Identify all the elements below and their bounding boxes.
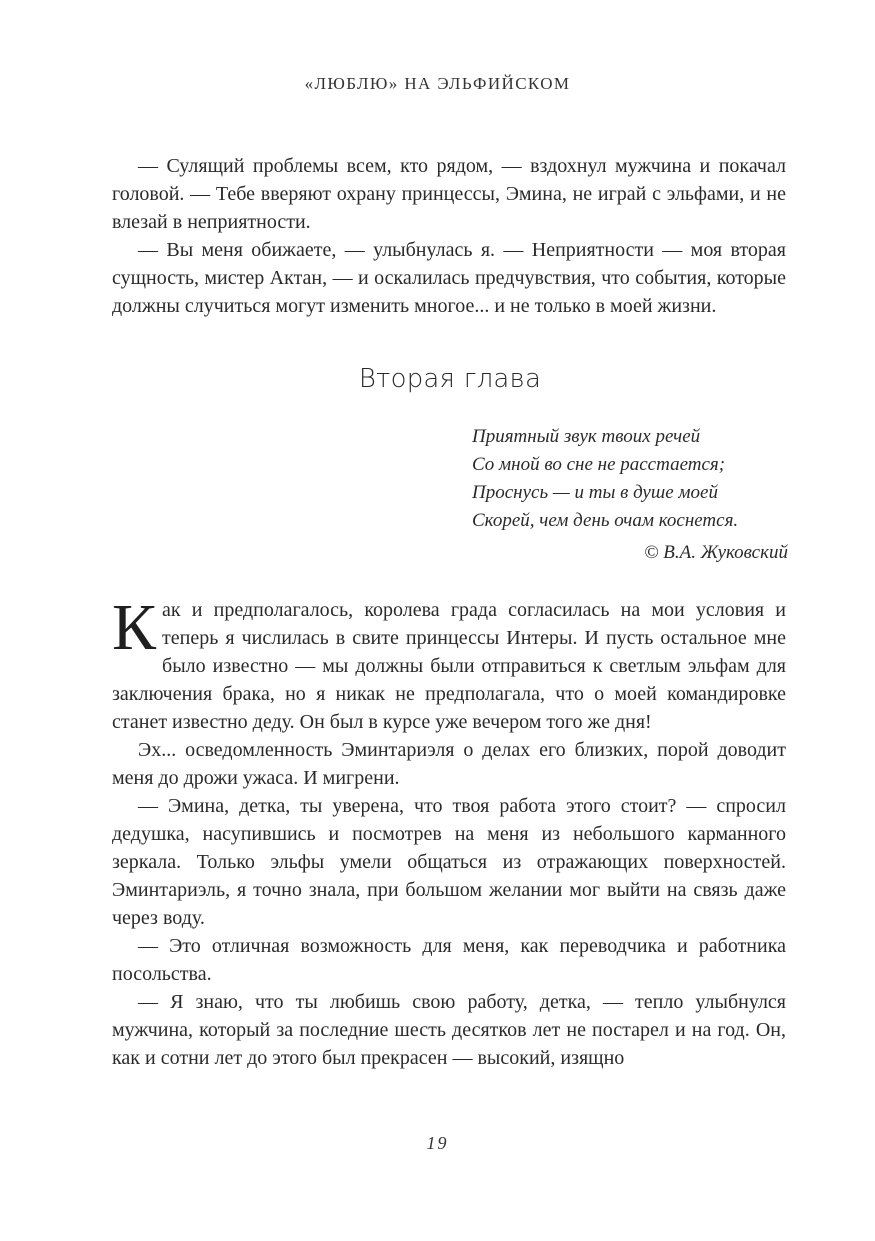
first-paragraph-text: ак и предполагалось, королева града согласилась на мои условия и теперь я числилась в свите принцессы Интеры. И пусть остальное мне было известно — мы должны были отправиться к светлым эльфам для заключения брака, но я никак не предполагала, что о моей командировке станет известно деду. Он был в курсе уже вечером того же дня! <box>112 599 786 733</box>
epigraph-line: Со мной во сне не расстается; <box>472 454 726 475</box>
paragraph: — Эмина, детка, ты уверена, что твоя работа этого стоит? — спросил дедушка, насупившись и посмотрев на меня из небольшого карманного зеркала. Только эльфы умели общаться из отражающих поверхностей. Эминтариэль, я точно знала, при большом желании мог выйти на связь даже через воду. <box>112 795 786 929</box>
text-section-2 <box>112 591 786 1072</box>
page-number: 19 <box>426 1133 449 1153</box>
running-head-title: «ЛЮБЛЮ» НА ЭЛЬФИЙСКОМ <box>304 74 571 93</box>
first-paragraph <box>112 591 786 736</box>
epigraph-line: Скорей, чем день очам коснется. <box>472 510 739 531</box>
drop-cap: К <box>112 591 157 664</box>
paragraph: — Сулящий проблемы всем, кто рядом, — вздохнул мужчина и покачал головой. — Тебе вверяют охрану принцессы, Эмина, не играй с эльфами, и не влезай в неприятности. <box>112 155 786 233</box>
chapter-title: Вторая глава <box>358 364 542 394</box>
epigraph-line: Проснусь — и ты в душе моей <box>472 482 718 503</box>
epigraph <box>472 423 788 567</box>
paragraph: — Это отличная возможность для меня, как переводчика и работника посольства. <box>112 935 786 985</box>
paragraph: — Вы меня обижаете, — улыбнулась я. — Неприятности — моя вторая сущность, мистер Актан, — и оскалилась предчувствия, что события, которые должны случиться могут изменить многое... и не только в моей жизни. <box>112 239 786 317</box>
epigraph-author: © В.А. Жуковский <box>644 542 788 563</box>
paragraph: — Я знаю, что ты любишь свою работу, детка, — тепло улыбнулся мужчина, который за последние шесть десятков лет не постарел и на год. Он, как и сотни лет до этого был прекрасен — высокий, изящно <box>112 991 786 1069</box>
text-section-1 <box>112 152 786 320</box>
paragraph: Эх... осведомленность Эминтариэля о делах его близких, порой доводит меня до дрожи ужаса. И мигрени. <box>112 739 786 789</box>
epigraph-line: Приятный звук твоих речей <box>472 426 701 447</box>
